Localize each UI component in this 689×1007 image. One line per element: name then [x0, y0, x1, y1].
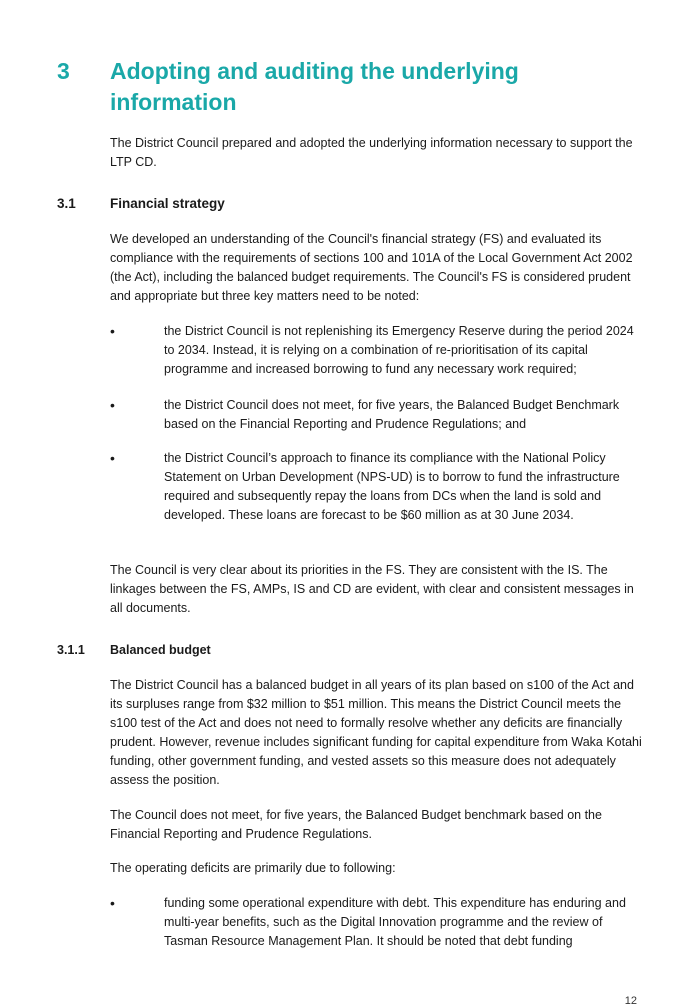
list-item-text: the District Council is not replenishing its Emergency Reserve during the period 2024 to 2034. Instead, it is relying on a combination of re-prioritisation of its capital programme and increased borrowing to fund any necessary work required; — [164, 324, 634, 376]
bullet-icon: • — [110, 895, 115, 911]
priorities-paragraph: The Council is very clear about its priorities in the FS. They are consistent with the IS. The linkages between the FS, AMPs, IS and CD are evident, with clear and consistent messages in all documents. — [110, 563, 634, 615]
bullet-icon: • — [110, 323, 115, 339]
list-item-text: the District Council does not meet, for five years, the Balanced Budget Benchmark based on the Financial Reporting and Prudence Regulations; and — [164, 398, 620, 431]
subsection-title: Balanced budget — [110, 643, 211, 657]
bullet-icon: • — [110, 450, 115, 466]
bullet-icon: • — [110, 397, 115, 413]
subsection-title: Financial strategy — [110, 196, 225, 211]
operating-deficits-paragraph: The operating deficits are primarily due to following: — [110, 861, 396, 875]
section-title: Adopting and auditing the underlying information — [110, 58, 519, 115]
balanced-budget-paragraph: The District Council has a balanced budget in all years of its plan based on s100 of the Act and its surpluses range from $32 million to $51 million. This means the District Council meets the s100 test of the Act and does not need to formally resolve whether any deficits are financially prudent. However, revenue includes significant funding for capital expenditure from Waka Kotahi funding, other government funding, and vested assets so this measure does not adequately assess the position. — [110, 678, 642, 787]
financial-strategy-paragraph: We developed an understanding of the Council's financial strategy (FS) and evaluated its compliance with the requirements of sections 100 and 101A of the Local Government Act 2002 (the Act), including the balanced budget requirements. The Council's FS is considered prudent and appropriate but three key matters need to be noted: — [110, 232, 633, 303]
section-intro-paragraph: The District Council prepared and adopted the underlying information necessary to support the LTP CD. — [110, 136, 633, 169]
section-number: 3 — [57, 58, 70, 84]
list-item-text: the District Council’s approach to finance its compliance with the National Policy Statement on Urban Development (NPS-UD) is to borrow to fund the infrastructure required and subsequently repay the loans from DCs when the land is sold and developed. These loans are forecast to be $60 million as at 30 June 2034. — [164, 451, 620, 522]
list-item-text: funding some operational expenditure with debt. This expenditure has enduring and multi-year benefits, such as the Digital Innovation programme and the review of Tasman Resource Management Plan. It should be noted that debt funding — [164, 896, 626, 948]
subsection-number: 3.1.1 — [57, 643, 85, 657]
benchmark-paragraph: The Council does not meet, for five years, the Balanced Budget benchmark based on the Financial Reporting and Prudence Regulations. — [110, 808, 602, 841]
subsection-number: 3.1 — [57, 196, 76, 211]
page-number: 12 — [624, 995, 637, 1007]
